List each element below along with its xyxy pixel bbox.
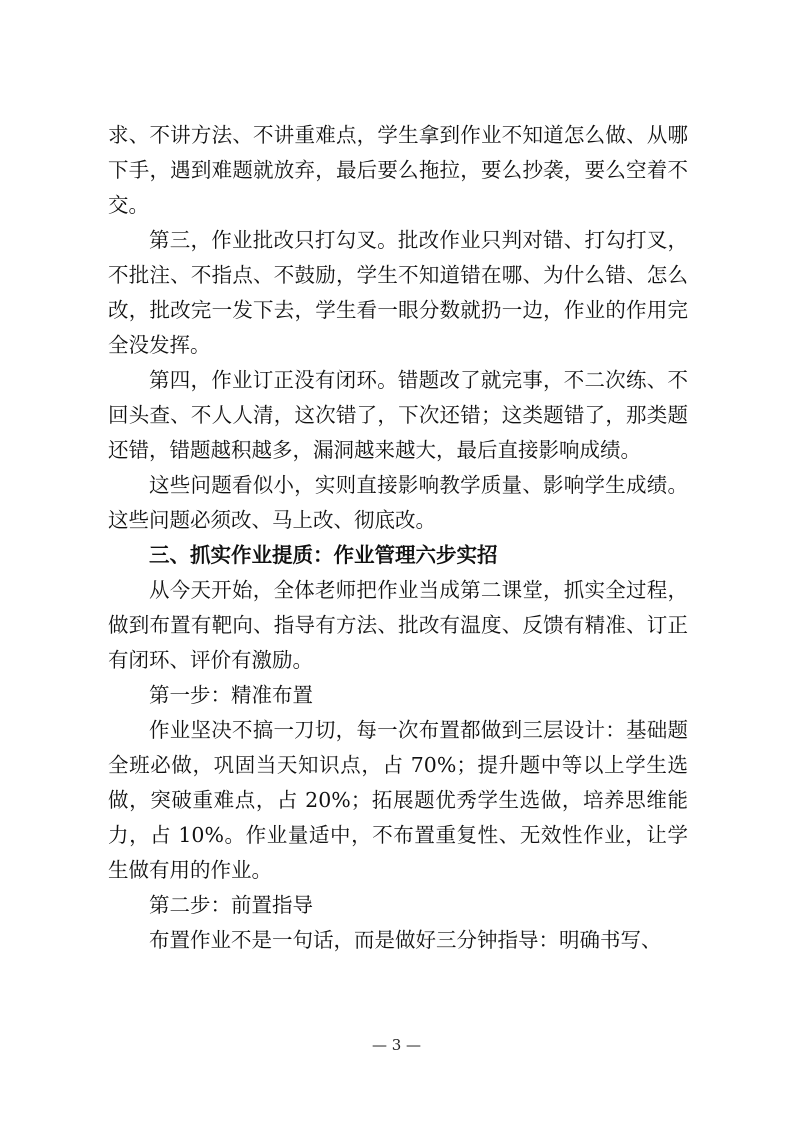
paragraph-third-point: 第三，作业批改只打勾叉。批改作业只判对错、打勾打叉，不批注、不指点、不鼓励，学生不知道错在哪、为什么错、怎么改，批改完一发下去，学生看一眼分数就扔一边，作业的作用完全没发挥。 — [108, 228, 688, 357]
paragraph-step-two: 布置作业不是一句话，而是做好三分钟指导：明确书写、 — [149, 928, 662, 952]
step-two-title: 第二步：前置指导 — [149, 893, 313, 917]
document-body — [108, 118, 688, 958]
section-heading: 三、抓实作业提质：作业管理六步实招 — [149, 543, 498, 567]
page-number: — 3 — — [371, 1036, 422, 1054]
paragraph-continuation: 求、不讲方法、不讲重难点，学生拿到作业不知道怎么做、从哪下手，遇到难题就放弃，最后要么拖拉，要么抄袭，要么空着不交。 — [108, 123, 688, 217]
paragraph-step-one: 作业坚决不搞一刀切，每一次布置都做到三层设计：基础题全班必做，巩固当天知识点，占 70%；提升题中等以上学生选做，突破重难点，占 20%；拓展题优秀学生选做，培养思维能力，占 10%。作业量适中，不布置重复性、无效性作业，让学生做有用的作业。 — [108, 718, 688, 882]
paragraph-intro: 从今天开始，全体老师把作业当成第二课堂，抓实全过程，做到布置有靶向、指导有方法、批改有温度、反馈有精准、订正有闭环、评价有激励。 — [108, 578, 688, 672]
step-one-title: 第一步：精准布置 — [149, 683, 313, 707]
paragraph-fourth-point: 第四，作业订正没有闭环。错题改了就完事，不二次练、不回头查、不人人清，这次错了，下次还错；这类题错了，那类题还错，错题越积越多，漏洞越来越大，最后直接影响成绩。 — [108, 368, 688, 462]
paragraph-summary: 这些问题看似小，实则直接影响教学质量、影响学生成绩。这些问题必须改、马上改、彻底改。 — [108, 473, 688, 532]
